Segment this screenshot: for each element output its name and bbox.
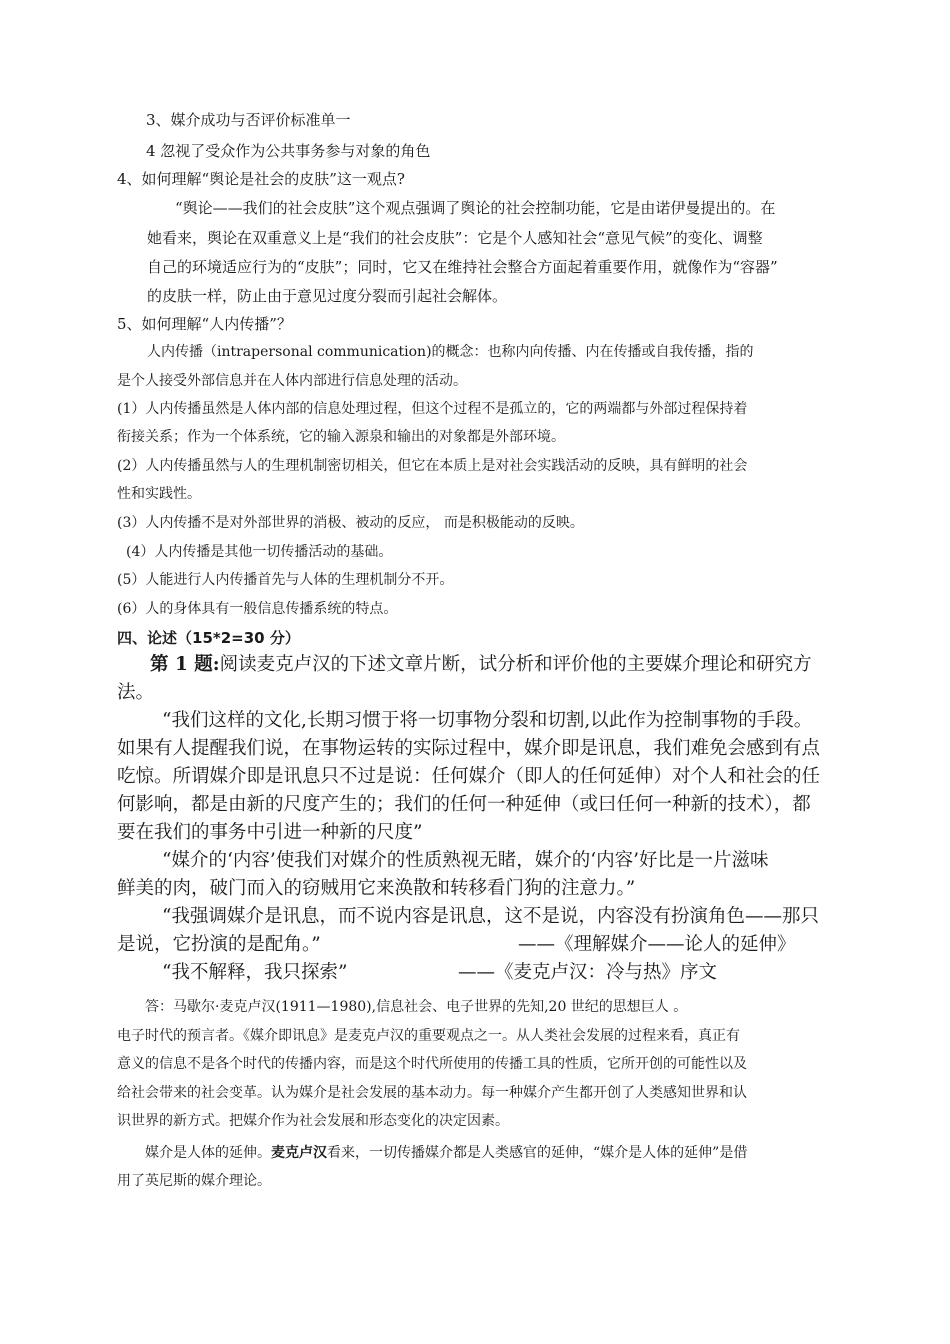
quote-line: 吃惊。所谓媒介即是讯息只不过是说：任何媒介（即人的任何延伸）对个人和社会的任: [117, 766, 821, 787]
quote-line: “我不解释，我只探索”: [162, 962, 348, 983]
answer-line: [145, 1143, 747, 1163]
text-line: (4）人内传播是其他一切传播活动的基础。: [126, 544, 393, 560]
quote-line: 要在我们的事务中引进一种新的尺度”: [117, 822, 423, 843]
text-line: 是个人接受外部信息并在人体内部进行信息处理的活动。: [117, 373, 467, 389]
text-line: 她看来，舆论在双重意义上是“我们的社会皮肤”：它是个人感知社会“意见气候”的变化、调整: [147, 229, 763, 247]
text-line: 人内传播（intrapersonal communication)的概念：也称内向传播、内在传播或自我传播，指的: [147, 344, 754, 360]
answer-line: 给社会带来的社会变革。认为媒介是社会发展的基本动力。每一种媒介产生都开创了人类感知世界和认: [117, 1085, 747, 1101]
quote-line: 如果有人提醒我们说，在事物运转的实际过程中，媒介即是讯息，我们难免会感到有点: [117, 738, 821, 759]
answer-rest: 看来，一切传播媒介都是人类感官的延伸，“媒介是人体的延伸”是借: [327, 1145, 748, 1161]
text-line: 自己的环境适应行为的“皮肤”；同时，它又在维持社会整合方面起着重要作用，就像作为“容器”: [147, 258, 778, 276]
quote-line: 是说，它扮演的是配角。”: [117, 934, 321, 955]
answer-line: 答：马歇尔·麦克卢汉(1911—1980),信息社会、电子世界的先知,20 世纪的思想巨人 。: [145, 999, 688, 1015]
text-line: “舆论——我们的社会皮肤”这个观点强调了舆论的社会控制功能，它是由诺伊曼提出的。在: [175, 199, 776, 217]
quote-line: “我们这样的文化,长期习惯于将一切事物分裂和切割,以此作为控制事物的手段。: [162, 710, 813, 731]
answer-line: 意义的信息不是各个时代的传播内容，而是这个时代所使用的传播工具的性质，它所开创的可能性以及: [117, 1056, 747, 1072]
quote-line: 鲜美的肉，破门而入的窃贼用它来涣散和转移看门狗的注意力。”: [117, 878, 636, 899]
text-line: 法。: [117, 682, 155, 703]
answer-lead: 媒介是人体的延伸。: [145, 1145, 271, 1161]
text-line: (5）人能进行人内传播首先与人体的生理机制分不开。: [117, 572, 454, 588]
quote-source: ——《理解媒介——论人的延伸》: [518, 934, 796, 955]
quote-source: ——《麦克卢汉：冷与热》序文: [458, 962, 718, 983]
text-line: 3、媒介成功与否评价标准单一: [146, 111, 351, 129]
quote-line: “媒介的‘内容’使我们对媒介的性质熟视无睹，媒介的‘内容’好比是一片滋味: [162, 850, 769, 871]
quote-line: 何影响，都是由新的尺度产生的；我们的任何一种延伸（或曰任何一种新的技术），都: [117, 794, 811, 815]
text-line: (1）人内传播虽然是人体内部的信息处理过程，但这个过程不是孤立的，它的两端都与外部过程保持着: [117, 401, 748, 417]
question-number: 第 1 题:: [150, 654, 220, 675]
answer-line: 识世界的新方式。把媒介作为社会发展和形态变化的决定因素。: [117, 1113, 509, 1129]
text-line: (2）人内传播虽然与人的生理机制密切相关，但它在本质上是对社会实践活动的反映，具有鲜明的社会: [117, 458, 748, 474]
quote-line: “我强调媒介是讯息，而不说内容是讯息，这不是说，内容没有扮演角色——那只: [162, 906, 819, 927]
text-line: (3）人内传播不是对外部世界的消极、被动的反应， 而是积极能动的反映。: [117, 515, 584, 531]
text-line: 性和实践性。: [117, 486, 201, 502]
bold-name: 麦克卢汉: [271, 1145, 327, 1161]
question-text: 阅读麦克卢汉的下述文章片断，试分析和评价他的主要媒介理论和研究方: [219, 654, 812, 675]
text-line: 4 忽视了受众作为公共事务参与对象的角色: [146, 142, 431, 160]
text-line: 衔接关系；作为一个体系统，它的输入源泉和输出的对象都是外部环境。: [117, 429, 565, 445]
answer-line: 电子时代的预言者。《媒介即讯息》是麦克卢汉的重要观点之一。从人类社会发展的过程来看，真正有: [117, 1028, 740, 1044]
text-line: (6）人的身体具有一般信息传播系统的特点。: [117, 601, 398, 617]
answer-line: 用了英尼斯的媒介理论。: [117, 1173, 271, 1189]
text-line: 的皮肤一样，防止由于意见过度分裂而引起社会解体。: [147, 287, 508, 305]
section-heading: 四、论述（15*2=30 分）: [117, 629, 300, 647]
question-heading: 5、如何理解“人内传播”？: [117, 315, 292, 333]
question-heading: 4、如何理解“舆论是社会的皮肤”这一观点?: [117, 170, 405, 188]
essay-question: [150, 652, 812, 678]
